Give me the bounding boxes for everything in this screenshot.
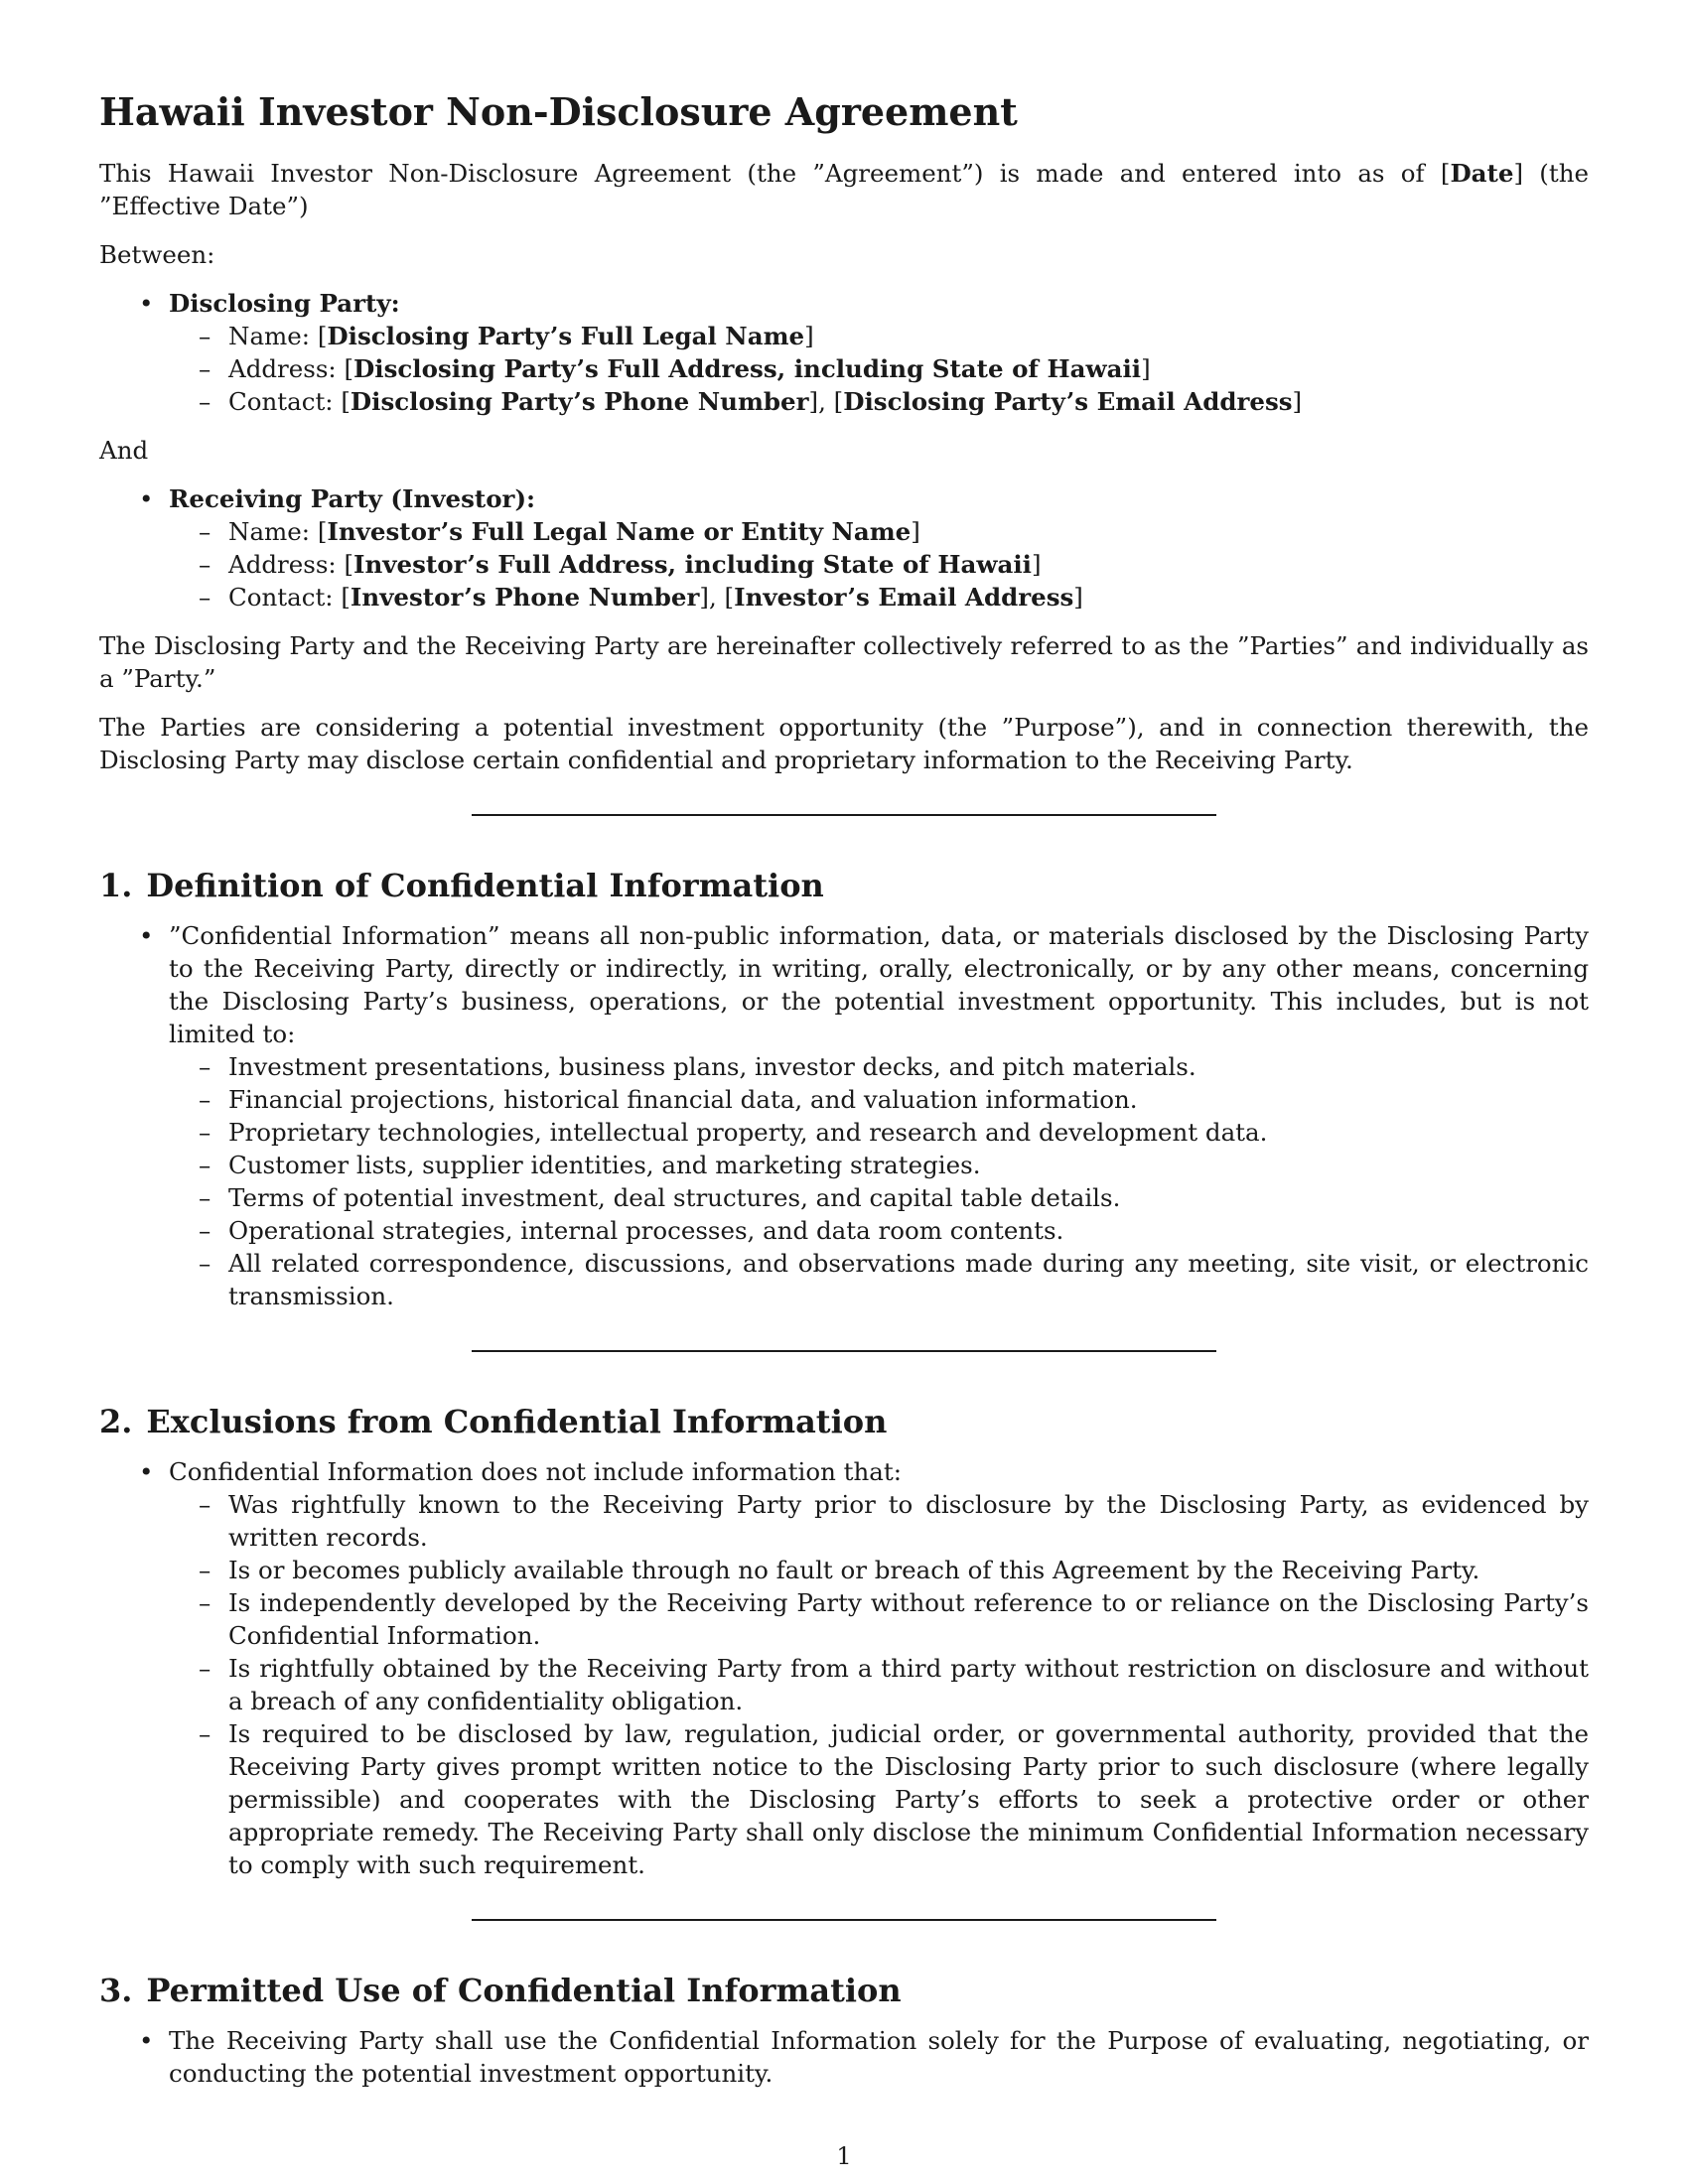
document-title: Hawaii Investor Non-Disclosure Agreement (99, 89, 1018, 134)
section-number: 3. (99, 1972, 133, 2009)
list-item: – Is independently developed by the Receiving Party without reference to or reliance on the Disclosing Party’s Confidential Information. (169, 1586, 1589, 1652)
field-label: Address: (228, 354, 337, 383)
purpose-paragraph: The Parties are considering a potential investment opportunity (the ”Purpose”), and in connection therewith, the Disclosing Party may disclose certain confidential and proprietary information to the Receiving Party. (99, 713, 1589, 774)
list-item: – Is required to be disclosed by law, regulation, judicial order, or governmental authority, provided that the Receiving Party gives prompt written notice to the Disclosing Party prior to such disclosure (where legally permissible) and cooperates with the Disclosing Party’s efforts to seek a protective order or other appropriate remedy. The Receiving Party shall only disclose the minimum Confidential Information necessary to comply with such requirement. (169, 1717, 1589, 1881)
list-item (99, 919, 1589, 1312)
intro-text-end: ] (the ”Effective Date”) (99, 159, 1589, 220)
field-label: Address: (228, 550, 337, 579)
section-number: 1. (99, 867, 133, 904)
disclosing-party-heading: Disclosing Party: (169, 289, 400, 318)
field-placeholder: Disclosing Party’s Phone Number (350, 387, 809, 416)
section-lead-text: ”Confidential Information” means all non-public information, data, or materials disclosed by the Disclosing Party to the Receiving Party, directly or indirectly, in writing, orally, electronically, or by any other means, concerning the Disclosing Party’s business, operations, or the potential investment opportunity. This includes, but is not limited to: (169, 921, 1589, 1048)
section-title: Permitted Use of Confidential Information (146, 1972, 902, 2009)
field-placeholder: Disclosing Party’s Email Address (843, 387, 1293, 416)
parties-paragraph: The Disclosing Party and the Receiving Party are hereinafter collectively referred to as the ”Parties” and individually as a ”Party.” (99, 631, 1589, 693)
receiving-party-name: – Name: [Investor’s Full Legal Name or Entity Name] (169, 515, 1589, 548)
section-title: Definition of Confidential Information (146, 867, 824, 904)
disclosing-party-address: – Address: [Disclosing Party’s Full Address, including State of Hawaii] (169, 352, 1589, 385)
receiving-party-item (99, 482, 1589, 614)
section-2-list (99, 1455, 1589, 1881)
list-item: • The Receiving Party shall use the Confidential Information solely for the Purpose of evaluating, negotiating, or conducting the potential investment opportunity. (99, 2024, 1589, 2090)
section-title: Exclusions from Confidential Information (146, 1403, 888, 1440)
list-item: – Investment presentations, business plans, investor decks, and pitch materials. (169, 1050, 1589, 1083)
date-placeholder: Date (1450, 159, 1514, 188)
list-item: – Is or becomes publicly available through no fault or breach of this Agreement by the Receiving Party. (169, 1554, 1589, 1586)
section-heading (99, 1971, 1589, 2010)
receiving-party-block (99, 482, 1589, 614)
list-item: – Proprietary technologies, intellectual property, and research and development data. (169, 1116, 1589, 1149)
list-item: – Was rightfully known to the Receiving Party prior to disclosure by the Disclosing Party, as evidenced by written records. (169, 1488, 1589, 1554)
field-label: Name: (228, 517, 311, 546)
and-label: And (99, 436, 149, 465)
section-divider (472, 814, 1216, 816)
field-placeholder: Disclosing Party’s Full Legal Name (327, 322, 805, 350)
between-label: Between: (99, 240, 215, 269)
field-placeholder: Investor’s Full Address, including State of Hawaii (353, 550, 1032, 579)
section-divider (472, 1350, 1216, 1352)
section-heading (99, 1402, 1589, 1441)
field-label: Contact: (228, 583, 334, 612)
field-label: Contact: (228, 387, 334, 416)
receiving-party-contact: – Contact: [Investor’s Phone Number], [Investor’s Email Address] (169, 581, 1589, 614)
receiving-party-heading: Receiving Party (Investor): (169, 484, 536, 513)
page-number: 1 (836, 2142, 852, 2170)
list-item: – Financial projections, historical financial data, and valuation information. (169, 1083, 1589, 1116)
section-1-list (99, 919, 1589, 1312)
list-item: – All related correspondence, discussions, and observations made during any meeting, site visit, or electronic transmission. (169, 1247, 1589, 1312)
field-placeholder: Investor’s Full Legal Name or Entity Name (327, 517, 912, 546)
disclosing-party-item (99, 287, 1589, 418)
field-placeholder: Disclosing Party’s Full Address, including State of Hawaii (353, 354, 1142, 383)
intro-paragraph (99, 157, 1589, 222)
list-item (99, 1455, 1589, 1881)
list-item: – Operational strategies, internal processes, and data room contents. (169, 1214, 1589, 1247)
list-item: – Terms of potential investment, deal structures, and capital table details. (169, 1181, 1589, 1214)
field-placeholder: Investor’s Email Address (734, 583, 1074, 612)
section-heading (99, 866, 1589, 905)
field-placeholder: Investor’s Phone Number (350, 583, 700, 612)
section-divider (472, 1919, 1216, 1921)
disclosing-party-name: – Name: [Disclosing Party’s Full Legal Name] (169, 320, 1589, 352)
section-lead-text: Confidential Information does not include information that: (169, 1457, 903, 1486)
list-item: – Is rightfully obtained by the Receiving Party from a third party without restriction on disclosure and without a breach of any confidentiality obligation. (169, 1652, 1589, 1717)
section-number: 2. (99, 1403, 133, 1440)
section-3-list (99, 2024, 1589, 2090)
receiving-party-address: – Address: [Investor’s Full Address, including State of Hawaii] (169, 548, 1589, 581)
disclosing-party-block (99, 287, 1589, 418)
field-label: Name: (228, 322, 311, 350)
intro-text: This Hawaii Investor Non-Disclosure Agreement (the ”Agreement”) is made and entered into as of [ (99, 159, 1451, 188)
document-page (99, 89, 1589, 2106)
disclosing-party-contact: – Contact: [Disclosing Party’s Phone Number], [Disclosing Party’s Email Address] (169, 385, 1589, 418)
list-item: – Customer lists, supplier identities, and marketing strategies. (169, 1149, 1589, 1181)
